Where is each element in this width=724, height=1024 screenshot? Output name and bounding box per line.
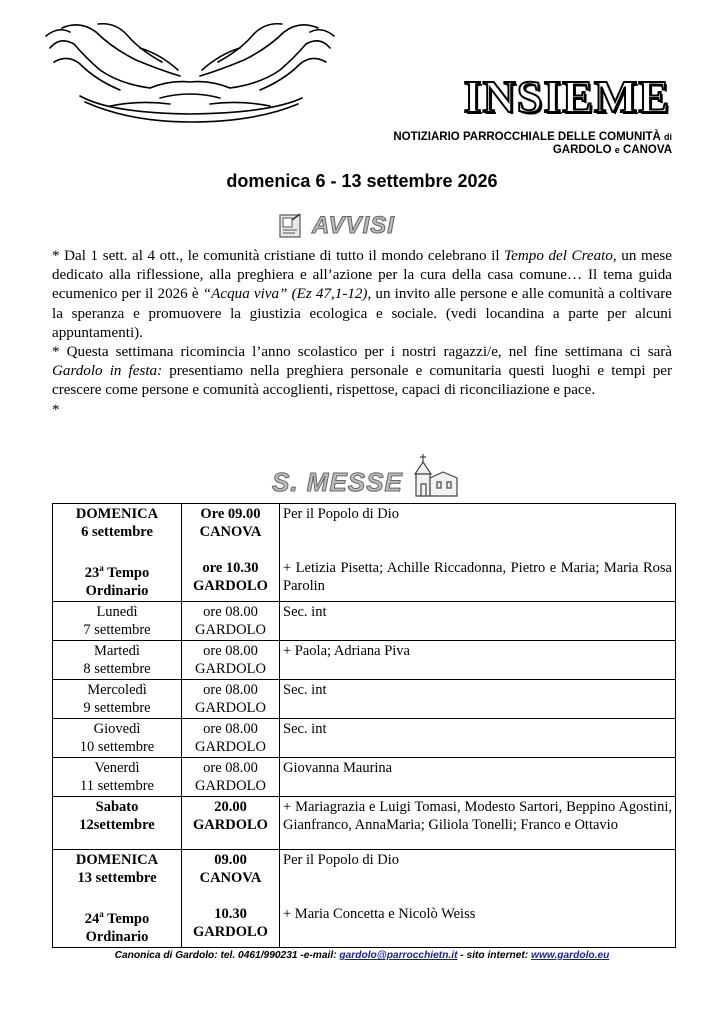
- mass-time: ore 08.00: [203, 681, 258, 698]
- mass-place: GARDOLO: [193, 923, 268, 940]
- mass-place: GARDOLO: [195, 699, 266, 716]
- day-label: Venerdì: [94, 759, 140, 776]
- mass-time: 20.00: [214, 798, 247, 815]
- mass-place: GARDOLO: [195, 660, 266, 677]
- mass-time: 09.00: [214, 851, 247, 868]
- date-label: 13 settembre: [77, 869, 157, 886]
- day-label: DOMENICA: [75, 506, 159, 522]
- mass-place: GARDOLO: [195, 738, 266, 755]
- table-row: [53, 504, 676, 602]
- mass-schedule-table: [52, 503, 676, 948]
- messe-title: S. MESSE: [272, 467, 403, 497]
- mass-intention: + Paola; Adriana Piva: [280, 640, 676, 679]
- newsletter-title: INSIEME: [463, 71, 670, 122]
- day-label: Martedì: [94, 642, 140, 659]
- email-link[interactable]: gardolo@parrocchietn.it: [339, 950, 458, 961]
- mass-intention: Sec. int: [280, 679, 676, 718]
- avvisi-heading: [278, 210, 395, 242]
- avvisi-paragraph: *: [52, 401, 60, 418]
- church-icon: [409, 452, 459, 500]
- mass-intention: Giovanna Maurina: [280, 757, 676, 796]
- newsletter-subtitle-communities: GARDOLO e CANOVA: [552, 144, 672, 156]
- liturgical-label: 24$^a$ Tempo: [84, 908, 150, 927]
- mass-intention: + Maria Concetta e Nicolò Weiss: [283, 905, 476, 922]
- mass-time: ore 08.00: [203, 720, 258, 737]
- day-label: DOMENICA: [75, 851, 159, 868]
- mass-place: GARDOLO: [195, 777, 266, 794]
- date-label: 6 settembre: [81, 524, 153, 540]
- messe-heading: [272, 452, 459, 500]
- day-label: Giovedì: [93, 720, 141, 737]
- table-row: [53, 757, 676, 796]
- liturgical-label: Ordinario: [85, 582, 149, 599]
- hands-logo-icon: [40, 18, 340, 126]
- date-label: 11 settembre: [80, 777, 154, 794]
- date-label: 8 settembre: [83, 660, 151, 677]
- mass-intention: + Letizia Pisetta; Achille Riccadonna, Pietro e Maria; Maria Rosa Parolin: [283, 560, 672, 594]
- mass-intention: + Mariagrazia e Luigi Tomasi, Modesto Sartori, Beppino Agostini, Gianfranco, AnnaMaria; Giliola Tonelli; Franco e Ottavio: [283, 798, 672, 833]
- date-label: 10 settembre: [79, 738, 155, 755]
- mass-intention: Per il Popolo di Dio: [283, 506, 400, 522]
- liturgical-label: Ordinario: [85, 928, 149, 945]
- mass-place: GARDOLO: [195, 621, 266, 638]
- liturgical-label: 23$^a$ Tempo: [84, 563, 150, 581]
- website-link[interactable]: www.gardolo.eu: [531, 950, 610, 961]
- mass-place: CANOVA: [199, 869, 262, 886]
- mass-intention: Sec. int: [280, 718, 676, 757]
- mass-place: GARDOLO: [193, 578, 268, 594]
- table-row: [53, 718, 676, 757]
- mass-time: ore 08.00: [203, 759, 258, 776]
- day-label: Mercoledì: [87, 681, 147, 698]
- mass-intention: Sec. int: [280, 601, 676, 640]
- table-row: [53, 849, 676, 947]
- date-label: 9 settembre: [83, 699, 151, 716]
- table-row: [53, 796, 676, 849]
- mass-intention: Per il Popolo di Dio: [283, 851, 400, 868]
- table-row: [53, 679, 676, 718]
- table-row: [53, 640, 676, 679]
- footer-contacts: Canonica di Gardolo: tel. 0461/990231 -e-mail: gardolo@parrocchietn.it - sito internet: www.gardolo.eu: [114, 950, 610, 961]
- avvisi-title: AVVISI: [312, 212, 395, 239]
- date-label: 7 settembre: [83, 621, 151, 638]
- mass-time: Ore 09.00: [200, 506, 261, 522]
- day-label: Lunedì: [96, 603, 138, 620]
- avvisi-paragraph: * Dal 1 sett. al 4 ott., le comunità cristiane di tutto il mondo celebrano il Tempo del Creato, un mese dedicato alla riflessione, alla preghiera e all’azione per la cura della casa comune… Il tema guida ecumenico per il 2026 è “Acqua viva” (Ez 47,1-12), un invito alle persone e alle comunità a coltivare la speranza e promuovere la giustizia ecologica e sociale. (vedi locandina a parte per alcuni appuntamenti).: [52, 248, 672, 341]
- newsletter-subtitle: NOTIZIARIO PARROCCHIALE DELLE COMUNITÀ di: [393, 131, 672, 143]
- table-row: [53, 601, 676, 640]
- avvisi-paragraph: * Questa settimana ricomincia l’anno scolastico per i nostri ragazzi/e, nel fine settimana ci sarà Gardolo in festa: presentiamo nella preghiera personale e comunitaria questi luoghi e tempi per crescere come persone e comunità accoglienti, rispettose, capaci di riconciliazione e pace.: [52, 344, 672, 399]
- mass-time: 10.30: [214, 905, 247, 922]
- mass-time: ore 08.00: [203, 603, 258, 620]
- issue-date: domenica 6 - 13 settembre 2026: [226, 171, 498, 191]
- notice-board-icon: [278, 212, 304, 240]
- mass-time: ore 08.00: [203, 642, 258, 659]
- mass-place: CANOVA: [199, 524, 262, 540]
- date-label: 12settembre: [79, 816, 155, 833]
- mass-place: GARDOLO: [193, 816, 268, 833]
- avvisi-text: [52, 247, 672, 420]
- mass-time: ore 10.30: [202, 560, 259, 576]
- day-label: Sabato: [95, 798, 139, 815]
